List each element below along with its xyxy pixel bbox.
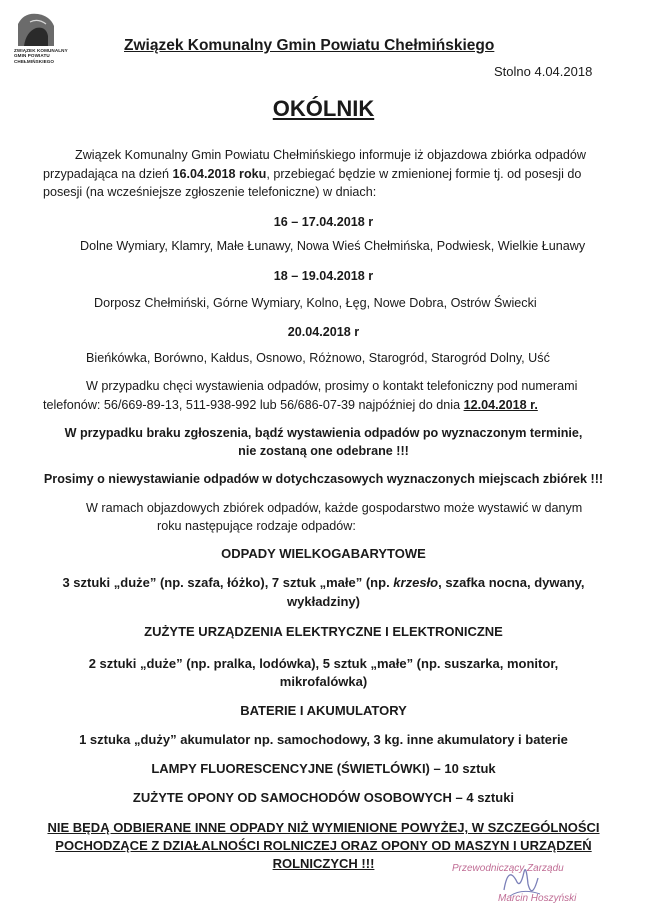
logo-emblem-icon: [14, 10, 56, 48]
household-line: W ramach objazdowych zbiórek odpadów, każde gospodarstwo może wystawić w danym: [86, 501, 583, 515]
batteries-line: 1 sztuka „duży” akumulator np. samochodowy, 3 kg. inne akumulatory i baterie: [79, 732, 568, 747]
final-notice-line: NIE BĘDĄ ODBIERANE INNE ODPADY NIŻ WYMIENIONE POWYŻEJ, W SZCZEGÓLNOŚCI: [47, 820, 600, 835]
warning-line: nie zostaną one odebrane !!!: [238, 444, 409, 458]
organization-name: Związek Komunalny Gmin Powiatu Chełmińskiego: [124, 37, 495, 54]
schedule-dates: 20.04.2018 r: [287, 325, 360, 339]
bulky-line: 3 sztuki „duże” (np. szafa, łóżko), 7 sztuk „małe” (np. krzesło, szafka nocna, dywany,: [62, 575, 585, 590]
contact-line: W przypadku chęci wystawienia odpadów, prosimy o kontakt telefoniczny pod numerami: [86, 379, 578, 393]
logo-text-line: ZWIĄZEK KOMUNALNY: [14, 48, 68, 53]
intro-line: Związek Komunalny Gmin Powiatu Chełmińskiego informuje iż objazdowa zbiórka odpadów: [75, 148, 586, 162]
handwritten-signature-icon: [498, 860, 546, 904]
stamp-role: Przewodniczący Zarządu: [452, 863, 564, 874]
batteries-heading: BATERIE I AKUMULATORY: [240, 703, 407, 718]
logo: [14, 10, 68, 64]
tires-line: ZUŻYTE OPONY OD SAMOCHODÓW OSOBOWYCH – 4 sztuki: [132, 790, 515, 805]
warning-line: W przypadku braku zgłoszenia, bądź wystawienia odpadów po wyznaczonym terminie,: [64, 426, 583, 440]
logo-text-line: CHEŁMIŃSKIEGO: [14, 58, 55, 64]
electronics-heading: ZUŻYTE URZĄDZENIA ELEKTRYCZNE I ELEKTRONICZNE: [144, 624, 503, 639]
electronics-line: 2 sztuki „duże” (np. pralka, lodówka), 5 sztuk „małe” (np. suszarka, monitor,: [88, 656, 559, 671]
contact-line: telefonów: 56/669-89-13, 511-938-992 lub 56/686-07-39 najpóźniej do dnia 12.04.2018 r.: [43, 398, 538, 412]
bulky-heading: ODPADY WIELKOGABARYTOWE: [221, 546, 426, 561]
schedule-dates: 18 – 19.04.2018 r: [273, 269, 374, 283]
electronics-line: mikrofalówka): [279, 674, 368, 689]
deadline-date: 12.04.2018 r.: [463, 398, 538, 412]
document-title: OKÓLNIK: [272, 96, 375, 121]
collection-date: 16.04.2018 roku: [172, 167, 267, 181]
schedule-places: Dorposz Chełmiński, Górne Wymiary, Kolno, Łęg, Nowe Dobra, Ostrów Świecki: [94, 296, 537, 310]
place-date: Stolno 4.04.2018: [494, 64, 593, 79]
intro-line: posesji (na wcześniejsze zgłoszenie telefoniczne) w dniach:: [43, 185, 377, 199]
request-line: Prosimy o niewystawianie odpadów w dotychczasowych wyznaczonych miejscach zbiórek !!!: [43, 472, 604, 486]
lamps-line: LAMPY FLUORESCENCYJNE (ŚWIETLÓWKI) – 10 sztuk: [151, 761, 496, 776]
bulky-line: wykładziny): [287, 594, 360, 609]
stamp-name: Marcin Hoszyński: [498, 893, 577, 904]
schedule-places: Dolne Wymiary, Klamry, Małe Łunawy, Nowa Wieś Chełmińska, Podwiesk, Wielkie Łunawy: [80, 239, 586, 253]
schedule-places: Bieńkówka, Borówno, Kałdus, Osnowo, Różnowo, Starogród, Starogród Dolny, Uść: [86, 351, 550, 365]
intro-line: przypadająca na dzień 16.04.2018 roku, przebiegać będzie w zmienionej formie tj. od posesji do: [43, 167, 582, 181]
schedule-dates: 16 – 17.04.2018 r: [273, 215, 374, 229]
final-notice-line: ROLNICZYCH !!!: [272, 856, 375, 871]
household-line: roku następujące rodzaje odpadów:: [157, 519, 356, 533]
logo-text-line: GMIN POWIATU: [14, 53, 50, 59]
final-notice-line: POCHODZĄCE Z DZIAŁALNOŚCI ROLNICZEJ ORAZ OPONY OD MASZYN I URZĄDZEŃ: [55, 838, 592, 853]
